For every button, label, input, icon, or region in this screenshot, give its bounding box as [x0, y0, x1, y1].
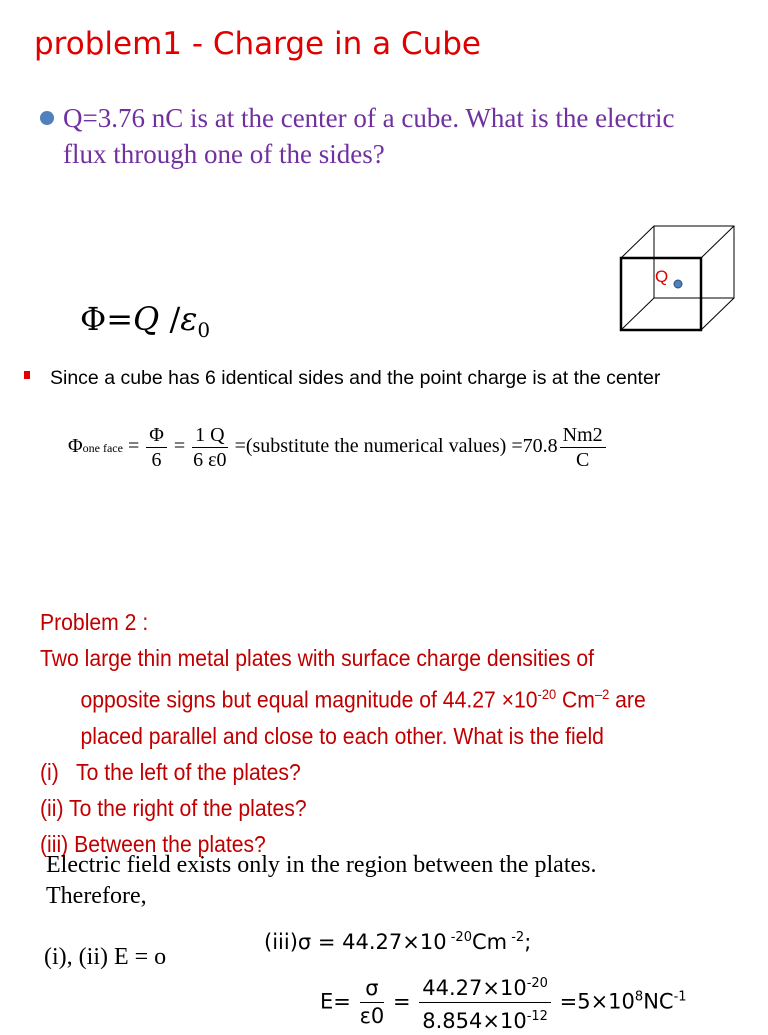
cube-diagram: [618, 224, 752, 338]
item-3: (iii) Between the plates?: [40, 830, 266, 857]
item-2: (ii) To the right of the plates?: [40, 794, 307, 821]
flux-per-face-equation: Φone face = $\frac{\Phi}{6}$ = $\frac{1 Q}{6 \varepsilon 0}$ =(substitute the numerical values) =70.8 $\frac{Nm2}{C}$: [68, 423, 608, 472]
problem1-question: Q=3.76 nC is at the center of a cube. What is the electric flux through one of the sides?: [63, 103, 675, 169]
since-text: Since a cube has 6 identical sides and the point charge is at the center: [50, 367, 661, 389]
cube-back-face: [654, 226, 734, 298]
item-1: (i) To the left of the plates?: [40, 758, 301, 785]
flux-formula: Φ=Q $/\varepsilon_0$: [80, 300, 211, 342]
case-i-ii: (i), (ii) E = o: [44, 944, 167, 970]
page-title: problem1 - Charge in a Cube: [34, 26, 481, 62]
field-equation: E= $\frac{\sigma}{\varepsilon 0}$ = $\frac{44.27\times 10^{-20}}{8.854\times 10^{-12}}$ $=5\times 10^8NC^{-1}$: [320, 970, 687, 1035]
case-iii-sigma: (iii)σ = 44.27×10 $^{-20}$Cm $^{-2}$;: [264, 930, 532, 954]
charge-point: [674, 280, 682, 288]
charge-label: Q: [655, 267, 669, 286]
square-bullet: [24, 371, 30, 379]
bullet-dot: [40, 111, 54, 125]
solution-text: Electric field exists only in the region between the plates. Therefore,: [46, 852, 597, 909]
problem2-text: Problem 2 : Two large thin metal plates with surface charge densities of opposite signs but equal magnitude of $44.27 \times 10^{-20}$ $Cm^{-2}$ are placed parallel and close to each other. What is the field (i) To the left of the plates? (ii) To the right of the plates? (iii) Between the plates?: [40, 609, 646, 857]
